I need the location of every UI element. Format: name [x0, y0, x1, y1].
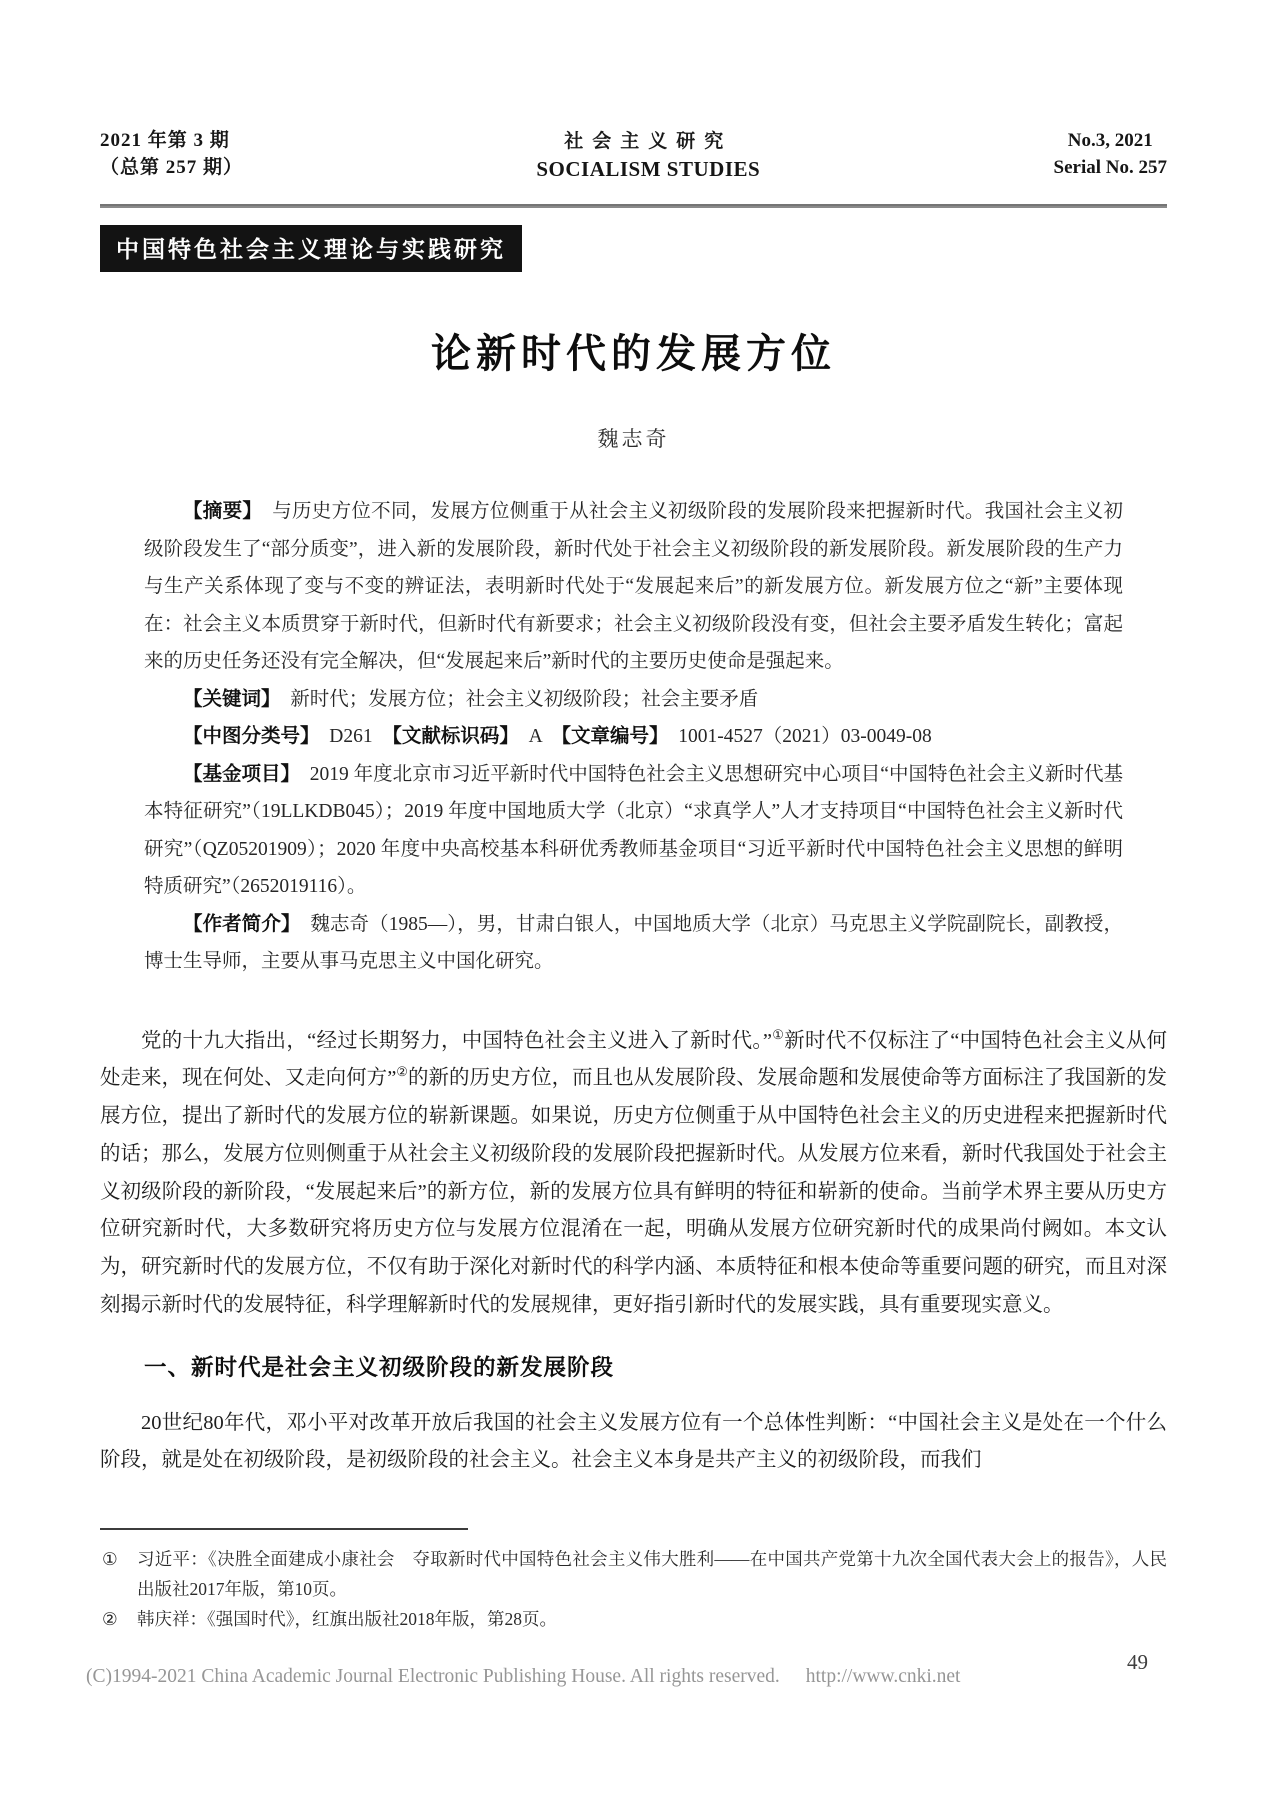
intro-paragraph — [100, 1023, 1167, 1325]
doc-code-value: A — [528, 726, 542, 747]
article-id-value: 1001-4527（2021）03-0049-08 — [678, 726, 932, 747]
issue-serial-cn: （总第 257 期） — [100, 157, 244, 178]
journal-masthead — [100, 126, 1167, 182]
footnote-divider — [100, 1528, 468, 1530]
fund-text: 2019 年度北京市习近平新时代中国特色社会主义思想研究中心项目“中国特色社会主义新时代基本特征研究”（19LLKDB045）；2019 年度中国地质大学（北京）“求真学人”人才支持项目“中国特色社会主义新时代研究”（QZ05201909）；2020 年度中央高校基本科研优秀教师基金项目“习近平新时代中国特色社会主义思想的鲜明特质研究”（2652019116）。 — [144, 763, 1123, 897]
cnki-url: http://www.cnki.net — [805, 1666, 961, 1687]
section-paragraph: 20世纪80年代，邓小平对改革开放后我国的社会主义发展方位有一个总体性判断：“中国社会主义是处在一个什么阶段，就是处在初级阶段，是初级阶段的社会主义。社会主义本身是共产主义的初级阶段，而我们 — [100, 1411, 1167, 1472]
footnotes-list — [100, 1544, 1167, 1634]
front-matter — [144, 493, 1123, 981]
intro-text-3: 的新的历史方位，而且也从发展阶段、发展命题和发展使命等方面标注了我国新的发展方位，提出了新时代的发展方位的崭新课题。如果说，历史方位侧重于从中国特色社会主义的历史进程来把握新时代的话；那么，发展方位则侧重于从社会主义初级阶段的发展阶段把握新时代。从发展方位来看，新时代我国处于社会主义初级阶段的新阶段，“发展起来后”的新方位，新的发展方位具有鲜明的特征和崭新的使命。当前学术界主要从历史方位研究新时代，大多数研究将历史方位与发展方位混淆在一起，明确从发展方位研究新时代的成果尚付阙如。本文认为，研究新时代的发展方位，不仅有助于深化对新时代的科学内涵、本质特征和根本使命等重要问题的研究，而且对深刻揭示新时代的发展特征，科学理解新时代的发展规律，更好指引新时代的发展实践，具有重要现实意义。 — [100, 1067, 1167, 1317]
keywords-label: 【关键词】 — [183, 687, 271, 710]
bio-text: 魏志奇（1985—），男，甘肃白银人，中国地质大学（北京）马克思主义学院副院长，副教授，博士生导师，主要从事马克思主义中国化研究。 — [144, 913, 1123, 972]
intro-text-2: 新时代不仅标注了“中国特色社会主义从何处走来，现在何处、又走向何方” — [100, 1029, 1168, 1090]
footnote-text: 习近平：《决胜全面建成小康社会 夺取新时代中国特色社会主义伟大胜利——在中国共产党第十九次全国代表大会上的报告》，人民出版社2017年版，第10页。 — [137, 1549, 1167, 1600]
footnote-marker: ② — [102, 1609, 118, 1630]
footnote-item — [100, 1544, 1167, 1604]
abstract-paragraph — [144, 493, 1123, 681]
page-footer — [86, 1666, 1181, 1688]
article-title: 论新时代的发展方位 — [431, 332, 836, 376]
journal-title-block — [536, 126, 760, 182]
issue-info-en — [1054, 127, 1167, 181]
bio-label: 【作者简介】 — [183, 912, 291, 935]
footnote-text: 韩庆祥：《强国时代》，红旗出版社2018年版，第28页。 — [137, 1609, 557, 1630]
footnote-marker: ① — [102, 1549, 118, 1570]
issue-serial-en: Serial No. 257 — [1053, 157, 1167, 178]
issue-info-cn — [100, 127, 243, 181]
keywords-paragraph — [144, 681, 1123, 719]
clc-value: D261 — [329, 726, 373, 747]
article-author: 魏志奇 — [597, 427, 670, 451]
article-id-label: 【文章编号】 — [561, 725, 659, 747]
journal-title-en: SOCIALISM STUDIES — [536, 157, 761, 181]
fund-paragraph — [144, 756, 1123, 906]
footnote-ref-2: ② — [396, 1064, 408, 1080]
issue-number-en: No.3, 2021 — [1067, 130, 1153, 151]
fund-label: 【基金项目】 — [183, 762, 291, 785]
issue-number-cn: 2021 年第 3 期 — [100, 130, 230, 151]
page-number: 49 — [1127, 1650, 1148, 1674]
abstract-text: 与历史方位不同，发展方位侧重于从社会主义初级阶段的发展阶段来把握新时代。我国社会主义初级阶段发生了“部分质变”，进入新的发展阶段，新时代处于社会主义初级阶段的新发展阶段。新发展阶段的生产力与生产关系体现了变与不变的辨证法，表明新时代处于“发展起来后”的新发展方位。新发展方位之“新”主要体现在：社会主义本质贯穿于新时代，但新时代有新要求；社会主义初级阶段没有变，但社会主要矛盾发生转化；富起来的历史任务还没有完全解决，但“发展起来后”新时代的主要历史使命是强起来。 — [144, 501, 1123, 672]
abstract-label: 【摘要】 — [183, 500, 253, 522]
column-banner: 中国特色社会主义理论与实践研究 — [100, 225, 522, 272]
intro-text-1: 党的十九大指出，“经过长期努力，中国特色社会主义进入了新时代。” — [141, 1029, 773, 1052]
footnote-ref-1: ① — [772, 1026, 785, 1042]
keywords-text: 新时代；发展方位；社会主义初级阶段；社会主要矛盾 — [290, 688, 759, 710]
journal-title-cn: 社会主义研究 — [564, 131, 733, 152]
copyright-text: (C)1994-2021 China Academic Journal Electronic Publishing House. All rights reserved. — [86, 1666, 780, 1687]
section-heading: 一、新时代是社会主义初级阶段的新发展阶段 — [144, 1354, 615, 1380]
article-body — [100, 1023, 1167, 1481]
clc-label: 【中图分类号】 — [183, 725, 310, 747]
footnote-item — [100, 1604, 1167, 1634]
bio-paragraph — [144, 906, 1123, 981]
classification-line — [144, 718, 1123, 756]
doc-code-label: 【文献标识码】 — [392, 725, 510, 747]
